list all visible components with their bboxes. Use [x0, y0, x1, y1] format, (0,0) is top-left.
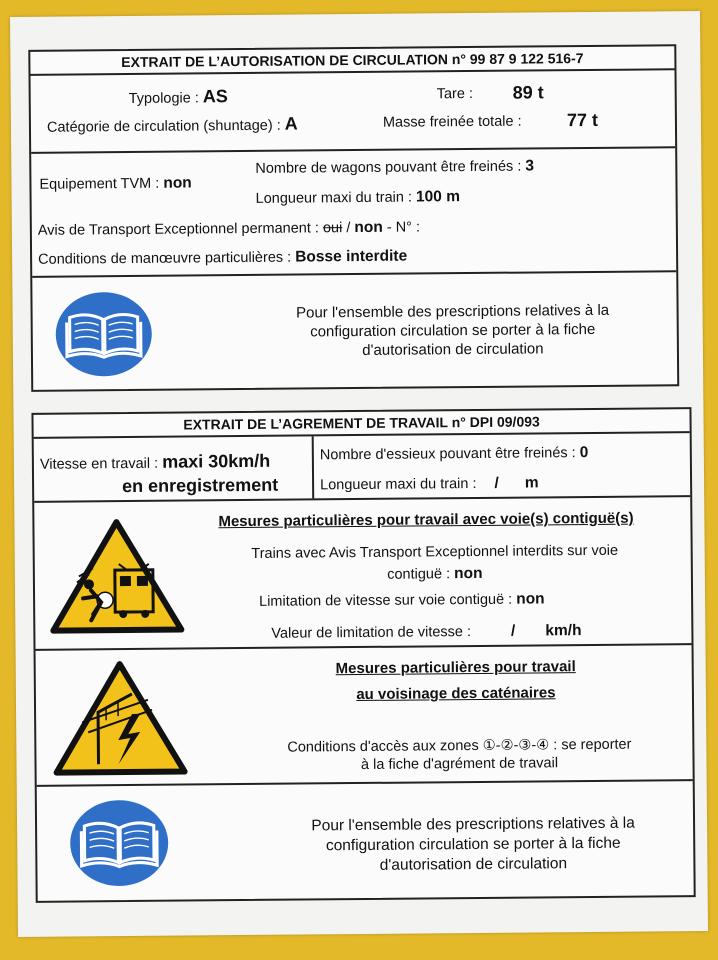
divider	[36, 643, 692, 651]
brake-mass-label: Masse freinée totale :	[382, 113, 522, 131]
train-length-value: 100 m	[415, 188, 461, 206]
note-line: configuration circulation se porter à la fiche	[325, 834, 621, 855]
brake-mass-value: 77 t	[566, 109, 599, 131]
exceptional-transport-non: non	[354, 218, 383, 237]
typology-value: AS	[202, 86, 228, 107]
adjacent-track-title: Mesures particulières pour travail avec voie(s) contiguë(s)	[218, 509, 634, 531]
note-line: Pour l'ensemble des prescriptions relatives à la	[311, 814, 635, 835]
speed-value-value: /	[510, 622, 516, 640]
exceptional-transport-oui: oui	[322, 220, 343, 237]
tvm-label: Equipement TVM :	[39, 175, 160, 193]
note-line: Pour l'ensemble des prescriptions relatives à la	[296, 301, 610, 322]
work-length-unit: m	[524, 474, 539, 492]
access-line: à la fiche d'agrément de travail	[360, 755, 559, 773]
axles-value: 0	[579, 443, 589, 462]
adjacent-trains-rule	[215, 539, 655, 587]
catenary-title	[236, 653, 676, 709]
work-length-row	[320, 474, 539, 494]
wagons-row	[255, 157, 534, 177]
work-approval-title: EXTRAIT DE L’AGREMENT DE TRAVAIL n° DPI 09/093	[33, 409, 689, 439]
exceptional-transport-sep: /	[346, 220, 351, 237]
divider	[31, 146, 675, 154]
manoeuvre-label: Conditions de manœuvre particulières :	[38, 249, 292, 268]
tvm-value: non	[163, 174, 192, 192]
authorization-title: EXTRAIT DE L’AUTORISATION DE CIRCULATION n° 99 87 9 122 516-7	[30, 46, 674, 76]
tare-value: 89 t	[512, 82, 544, 103]
category-value: A	[284, 113, 298, 134]
manoeuvre-row	[38, 248, 407, 269]
exceptional-transport-number: - N° :	[386, 219, 421, 236]
adjacent-trains-value: non	[454, 564, 483, 583]
typology-label: Typologie :	[128, 90, 199, 107]
authorization-panel	[28, 44, 679, 392]
divider	[37, 779, 693, 787]
placard-sheet	[10, 11, 708, 937]
category-row	[47, 114, 298, 137]
exceptional-transport-label: Avis de Transport Exceptionnel permanent :	[37, 220, 319, 239]
work-speed-value: maxi 30km/h	[162, 450, 271, 472]
train-collision-warning-icon	[48, 518, 185, 637]
rule-line: Trains avec Avis Transport Exceptionnel interdits sur voie	[251, 542, 619, 562]
divider	[32, 270, 676, 278]
work-approval-panel	[31, 407, 695, 903]
note-line: d'autorisation de circulation	[362, 340, 544, 359]
speed-value-unit: km/h	[545, 622, 582, 640]
speed-limit-label: Limitation de vitesse sur voie contiguë :	[259, 591, 513, 610]
speed-value-label: Valeur de limitation de vitesse :	[271, 624, 472, 642]
wagons-value: 3	[525, 157, 535, 175]
exceptional-transport-row	[38, 218, 420, 239]
rule-line: contiguë :	[387, 566, 451, 583]
work-speed-label: Vitesse en travail :	[39, 455, 159, 473]
work-length-value: /	[494, 474, 499, 492]
manoeuvre-value: Bosse interdite	[295, 247, 408, 266]
access-conditions	[234, 735, 684, 775]
category-label: Catégorie de circulation (shuntage) :	[46, 117, 281, 136]
axles-row	[320, 444, 589, 464]
train-length-label: Longueur maxi du train :	[255, 189, 413, 207]
authorization-note	[233, 300, 673, 361]
work-approval-note	[253, 813, 694, 877]
read-manual-icon	[54, 291, 153, 378]
read-manual-icon	[69, 798, 170, 889]
axles-label: Nombre d'essieux pouvant être freinés :	[319, 445, 576, 464]
work-speed-row	[40, 451, 270, 474]
tvm-row	[39, 174, 191, 193]
catenary-title-line: au voisinage des caténaires	[356, 684, 556, 704]
access-line: Conditions d'accès aux zones ①-②-③-④ : se reporter	[287, 736, 632, 756]
catenary-title-line: Mesures particulières pour travail	[335, 658, 576, 678]
divider	[312, 436, 315, 498]
work-speed-value-2: en enregistrement	[122, 474, 279, 497]
speed-limit-value: non	[516, 590, 545, 608]
note-line: configuration circulation se porter à la fiche	[310, 320, 596, 341]
electric-hazard-warning-icon	[52, 660, 189, 779]
typology-row	[129, 86, 228, 108]
work-length-label: Longueur maxi du train :	[320, 475, 477, 494]
speed-limit-row	[259, 590, 545, 610]
speed-value-row	[271, 622, 581, 643]
train-length-row	[256, 188, 461, 208]
note-line: d'autorisation de circulation	[379, 855, 568, 874]
wagons-label: Nombre de wagons pouvant être freinés :	[255, 158, 522, 177]
tare-label: Tare :	[436, 85, 474, 103]
